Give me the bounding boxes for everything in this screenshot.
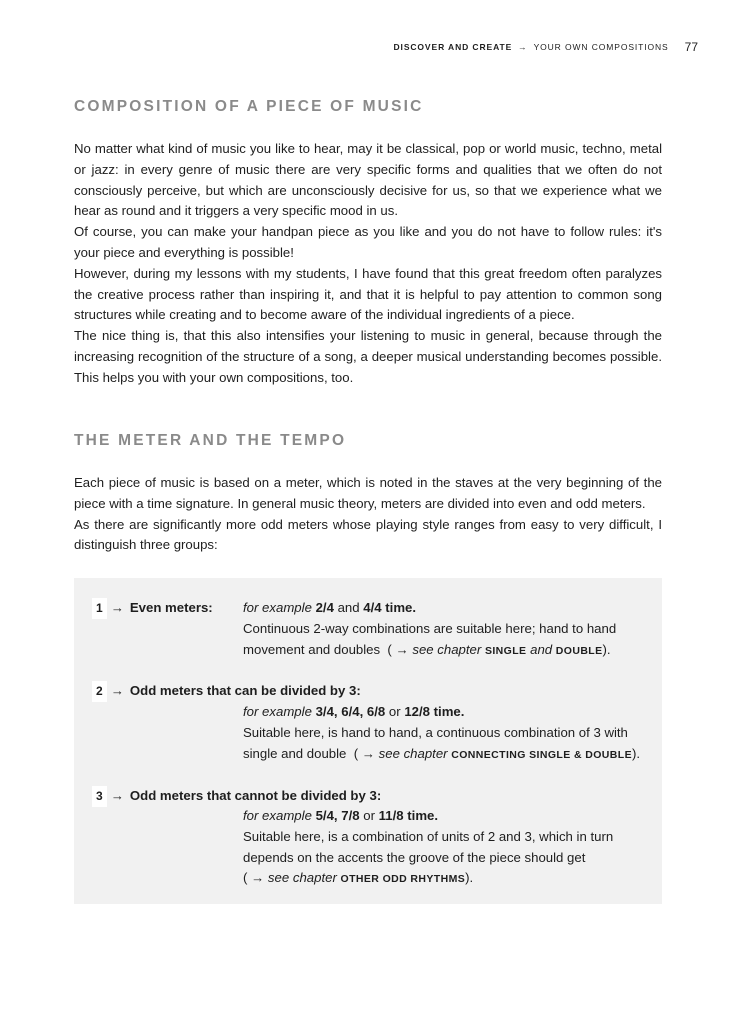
description-text: movement and doubles [243,641,381,657]
reference-open: ( → [353,745,379,761]
description-line: Suitable here, is hand to hand, a continuous combination of 3 with [243,724,628,740]
example-b: 11/8 time. [378,808,439,823]
arrow-icon: → [110,600,124,615]
paragraph: No matter what kind of music you like to hear, may it be classical, pop or world music, techno, metal or jazz: in every genre of music there are very specific forms and qualities that we often do not consciously perceive, but which are unconsciously decisive for us, so that we experience what we hear as round and it triggers a very specific mood in us. [74,141,662,219]
reference-chapter: DOUBLE [555,644,603,657]
example-join: or [363,808,375,823]
group-title: Odd meters that cannot be divided by 3: [129,788,382,803]
group-number-badge: 1 [92,598,107,619]
example-line [243,806,643,827]
reference-and: and [530,641,553,657]
header-section: DISCOVER AND CREATE [393,42,513,52]
header-subsection: YOUR OWN COMPOSITIONS [533,42,669,52]
section-body-meter [74,473,662,556]
reference-chapter: SINGLE [484,644,527,657]
reference-chapter: CONNECTING SINGLE & DOUBLE [451,748,632,761]
reference-close: ). [631,745,641,761]
section-heading-meter: THE METER AND THE TEMPO [74,432,347,449]
example-b: 12/8 time. [404,704,465,719]
description-line [243,640,643,662]
section-body-composition [74,139,662,389]
group-heading [92,598,213,619]
group-title: Even meters: [129,600,213,615]
reference-close: ). [602,641,611,657]
description-line [243,744,643,766]
paragraph: Each piece of music is based on a meter, which is noted in the staves at the very beginning of the piece with a time signature. In general music theory, meters are divided into even and odd meters. [74,475,662,511]
description-line: Suitable here, is a combination of units of 2 and 3, which in turn [243,828,614,844]
example-prefix: for example [243,600,312,615]
paragraph: As there are significantly more odd meters whose playing style ranges from easy to very difficult, I distinguish three groups: [74,516,662,553]
description-line: Continuous 2-way combinations are suitable here; hand to hand [243,620,617,636]
example-b: 4/4 time. [363,600,417,615]
group-heading [92,681,361,702]
group-number-badge: 3 [92,786,107,807]
group-detail [243,806,643,890]
group-detail [243,702,643,765]
running-head [394,40,698,54]
description-line: depends on the accents the groove of the piece should get [243,849,586,865]
example-line [243,702,643,723]
page-number: 77 [684,40,698,54]
reference-open: ( → [243,870,268,886]
example-prefix: for example [243,808,312,823]
section-heading-composition: COMPOSITION OF A PIECE OF MUSIC [74,98,424,115]
example-join: and [337,600,360,615]
example-a: 5/4, 7/8 [315,808,360,823]
group-heading [92,786,381,807]
reference-line [243,868,643,890]
example-a: 2/4 [315,600,334,615]
description-text: single and double [243,745,347,761]
header-arrow-icon: → [518,42,528,52]
reference-close: ). [465,870,474,886]
group-number-badge: 2 [92,681,107,702]
reference-see: see chapter [412,641,482,657]
reference-see: see chapter [378,745,448,761]
reference-chapter: OTHER ODD RHYTHMS [340,873,466,886]
example-a: 3/4, 6/4, 6/8 [315,704,386,719]
example-join: or [388,704,401,719]
paragraph: However, during my lessons with my students, I have found that this great freedom often paralyzes the creative process rather than inspiring it, and that it is helpful to pay attention to common song structures while creating and to become aware of the individual ingredients of a piece. [74,265,662,323]
arrow-icon: → [110,683,124,698]
example-prefix: for example [243,704,312,719]
reference-open: ( → [387,641,413,657]
group-title: Odd meters that can be divided by 3: [129,683,361,698]
arrow-icon: → [110,788,124,803]
group-detail [243,598,643,661]
paragraph: Of course, you can make your handpan piece as you like and you do not have to follow rules: it's your piece and everything is possible! [74,224,662,260]
reference-see: see chapter [267,870,337,886]
paragraph: The nice thing is, that this also intensifies your listening to music in general, because through the increasing recognition of the structure of a song, a deeper musical understanding becomes possible. This helps you with your own compositions, too. [74,328,662,385]
example-line [243,598,643,619]
meter-groups-box [74,578,662,904]
